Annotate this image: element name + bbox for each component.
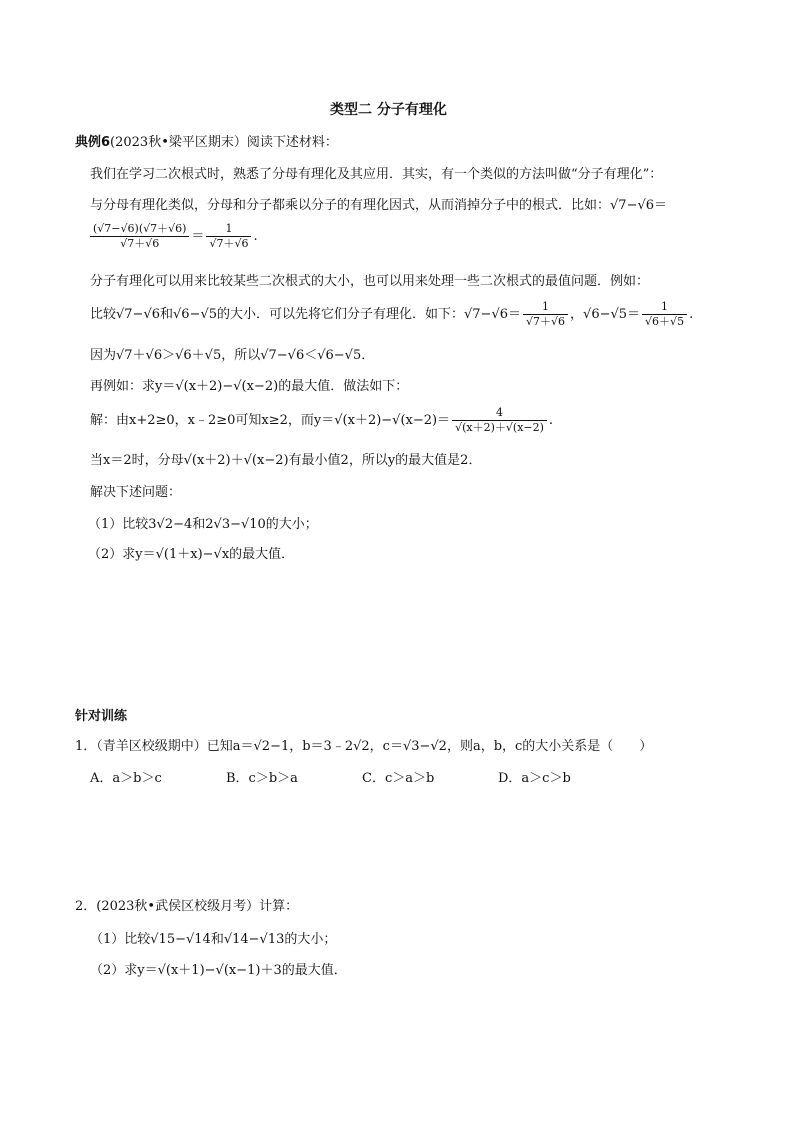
training-item-2-q1: （1）比较√15−√14和√14−√13的大小；: [90, 932, 337, 947]
fraction-right-numerator: 1: [206, 222, 251, 237]
paragraph-8-end: .: [548, 413, 554, 428]
example-label: 典例6: [75, 135, 111, 150]
option-a: A．a＞b＞c: [90, 771, 162, 786]
fraction-c-denominator: √(x＋2)＋√(x−2): [455, 421, 544, 434]
question-2: （2）求y＝√(1＋x)−√x的最大值．: [88, 547, 295, 562]
equals-sign: ＝: [191, 229, 205, 244]
fraction-c-numerator: 4: [452, 406, 547, 421]
paragraph-2-expr: √7−√6＝: [610, 198, 668, 213]
fraction-left: [90, 222, 189, 251]
option-b: B．c＞b＞a: [226, 771, 298, 786]
fraction-left-denominator: √7＋√6: [120, 237, 160, 250]
fraction-b-denominator: √6＋√5: [645, 315, 685, 328]
paragraph-9: 当x＝2时，分母√(x＋2)＋√(x−2)有最小值2，所以y的最大值是2．: [90, 453, 482, 468]
example-header: [75, 134, 338, 152]
example-source: (2023秋•梁平区期末）阅读下述材料：: [110, 135, 338, 150]
option-d: D．a＞c＞b: [498, 771, 571, 786]
fraction-a: [523, 300, 568, 329]
paragraph-1: 我们在学习二次根式时，熟悉了分母有理化及其应用．其实，有一个类似的方法叫做“分子有理化”：: [90, 167, 663, 182]
paragraph-7: 再例如：求y＝√(x＋2)−√(x−2)的最大值．做法如下：: [90, 379, 409, 394]
paragraph-3-formula: [88, 222, 258, 251]
training-item-1-stem: 1．（青羊区校级期中）已知a＝√2−1，b＝3﹣2√2，c＝√3−√2，则a，b，c的大小关系是（ ）: [75, 739, 653, 754]
fraction-left-numerator: (√7−√6)(√7＋√6): [90, 222, 189, 237]
paragraph-2-lead: 与分母有理化类似，分母和分子都乘以分子的有理化因式，从而消掉分子中的根式．比如：: [90, 198, 611, 213]
fraction-right-denominator: √7＋√6: [209, 237, 249, 250]
training-item-2-q2: （2）求y＝√(x＋1)−√(x−1)＋3的最大值．: [90, 963, 347, 978]
paragraph-10: 解决下述问题：: [90, 485, 182, 500]
option-c: C．c＞a＞b: [362, 771, 435, 786]
paragraph-4: 分子有理化可以用来比较某些二次根式的大小，也可以用来处理一些二次根式的最值问题．例如：: [90, 274, 650, 289]
paragraph-8: [90, 406, 553, 435]
paragraph-3-end: .: [253, 229, 258, 244]
fraction-b: [642, 300, 687, 329]
fraction-c: [452, 406, 547, 435]
question-1: （1）比较3√2−4和2√3−√10的大小；: [88, 517, 318, 532]
fraction-right: [206, 222, 251, 251]
paragraph-5-mid: ，√6−√5＝: [570, 307, 641, 322]
training-item-2-stem: 2．(2023秋•武侯区校级月考）计算：: [75, 899, 299, 914]
paragraph-5: [90, 300, 693, 329]
paragraph-5-lead: 比较√7−√6和√6−√5的大小．可以先将它们分子有理化．如下：√7−√6＝: [90, 307, 522, 322]
fraction-b-numerator: 1: [642, 300, 687, 315]
training-heading: 针对训练: [75, 709, 128, 724]
paragraph-2: [90, 197, 667, 215]
section-title: 类型二 分子有理化: [330, 102, 447, 118]
training-item-1-options: [90, 770, 634, 788]
paragraph-8-lead: 解：由x+2≥0，x﹣2≥0可知x≥2，而y＝√(x＋2)−√(x−2)＝: [90, 413, 451, 428]
fraction-a-numerator: 1: [523, 300, 568, 315]
fraction-a-denominator: √7＋√6: [526, 315, 566, 328]
paragraph-5-end: .: [689, 307, 694, 322]
paragraph-6: 因为√7＋√6＞√6＋√5，所以√7−√6＜√6−√5．: [90, 348, 375, 363]
